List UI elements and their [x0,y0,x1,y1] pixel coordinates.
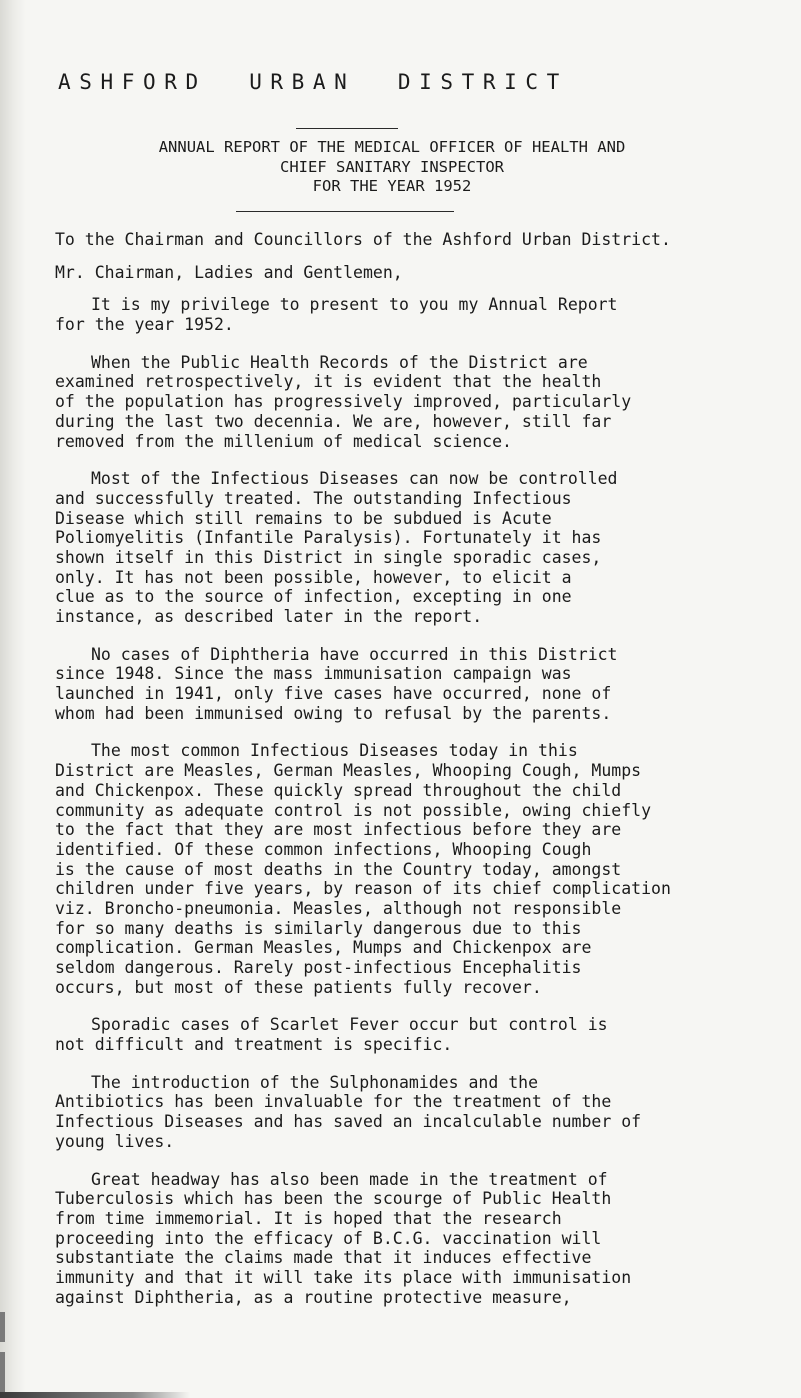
scan-edge-mark [0,1312,5,1342]
title-underline [296,128,398,129]
paragraph-line: launched in 1941, only five cases have occurred, none of [55,684,612,704]
paragraph [55,295,795,334]
paragraph-line: since 1948. Since the mass immunisation campaign was [55,664,572,684]
paragraph-line: identified. Of these common infections, Whooping Cough [55,839,592,859]
paragraph-line: District are Measles, German Measles, Whooping Cough, Mumps [55,761,642,781]
report-heading-line: ANNUAL REPORT OF THE MEDICAL OFFICER OF HEALTH AND [158,138,626,156]
salutation: Mr. Chairman, Ladies and Gentlemen, [55,262,403,282]
paragraph-line: The most common Infectious Diseases today in this [91,741,578,761]
paragraph-line: Great headway has also been made in the treatment of [91,1169,608,1189]
scan-shadow [0,0,26,1398]
paragraph-line: Disease which still remains to be subdued is Acute [55,508,552,528]
paragraph-line: children under five years, by reason of its chief complication [55,879,671,899]
paragraph-line: against Diphtheria, as a routine protective measure, [55,1287,572,1307]
report-heading [112,138,672,197]
recipients-line: To the Chairman and Councillors of the Ashford Urban District. [55,230,671,249]
paragraph-line: and Chickenpox. These quickly spread throughout the child [55,780,622,800]
paragraph-line: during the last two decennia. We are, however, still far [55,411,612,431]
paragraph-line: clue as to the source of infection, excepting in one [55,587,572,607]
paragraph-line: young lives. [55,1131,175,1151]
paragraph-line: for so many deaths is similarly dangerous due to this [55,918,582,938]
report-heading-line: FOR THE YEAR 1952 [312,177,472,195]
paragraph-line: instance, as described later in the report. [55,607,483,626]
paragraph-line: Poliomyelitis (Infantile Paralysis). Fortunately it has [55,528,602,548]
paragraph-line: and successfully treated. The outstanding Infectious [55,488,572,508]
paragraph-line: from time immemorial. It is hoped that the research [55,1208,562,1228]
paragraph-line: Most of the Infectious Diseases can now be controlled [91,469,618,489]
paragraph-line: proceeding into the efficacy of B.C.G. vaccination will [55,1228,602,1248]
paragraph-line: for the year 1952. [55,315,234,335]
paragraph-line: seldom dangerous. Rarely post-infectious Encephalitis [55,958,582,977]
scan-edge-mark [0,1352,5,1392]
paragraph-line: Infectious Diseases and has saved an incalculable number of [55,1112,642,1132]
paragraph-line: The introduction of the Sulphonamides and the [91,1072,539,1092]
paragraph-line: whom had been immunised owing to refusal by the parents. [55,703,612,723]
paragraph-line: not difficult and treatment is specific. [55,1035,453,1055]
paragraph [55,353,795,451]
paragraph-line: viz. Broncho-pneumonia. Measles, although not responsible [55,898,622,918]
paragraph-line: No cases of Diphtheria have occurred in this District [91,644,618,664]
paragraph [55,469,795,627]
paragraph-line: occurs, but most of these patients fully recover. [55,977,542,997]
paragraph-line: of the population has progressively improved, particularly [55,392,632,412]
paragraph-line: Antibiotics has been invaluable for the treatment of the [55,1092,612,1112]
paragraph-line: examined retrospectively, it is evident that the health [55,372,602,392]
paragraph-line: only. It has not been possible, however, to elicit a [55,567,572,587]
paragraph-line: complication. German Measles, Mumps and Chickenpox are [55,938,592,958]
report-body [55,230,795,1307]
paragraph-line: community as adequate control is not possible, owing chiefly [55,800,652,820]
paragraph-line: to the fact that they are most infectious before they are [55,820,622,840]
paragraph-line: immunity and that it will take its place with immunisation [55,1267,632,1287]
paragraph [55,741,795,997]
report-heading-line: CHIEF SANITARY INSPECTOR [280,157,504,176]
paragraph-line: shown itself in this District in single sporadic cases, [55,547,602,567]
paragraph-line: It is my privilege to present to you my Annual Report [91,295,618,315]
paragraph-line: removed from the millenium of medical science. [55,431,512,451]
heading-underline [236,211,454,212]
paragraph-line: Sporadic cases of Scarlet Fever occur but control is [91,1015,608,1035]
scan-bottom-edge [0,1392,190,1398]
paragraph-line: is the cause of most deaths in the Country today, amongst [55,859,622,879]
paragraph-line: When the Public Health Records of the District are [91,352,588,372]
district-title: ASHFORD URBAN DISTRICT [58,70,568,94]
paragraph [55,1170,795,1308]
paragraph-line: substantiate the claims made that it induces effective [55,1248,592,1268]
paragraph [55,645,795,724]
paragraph-line: Tuberculosis which has been the scourge of Public Health [55,1189,612,1209]
paragraph [55,1015,795,1054]
paragraph [55,1073,795,1152]
